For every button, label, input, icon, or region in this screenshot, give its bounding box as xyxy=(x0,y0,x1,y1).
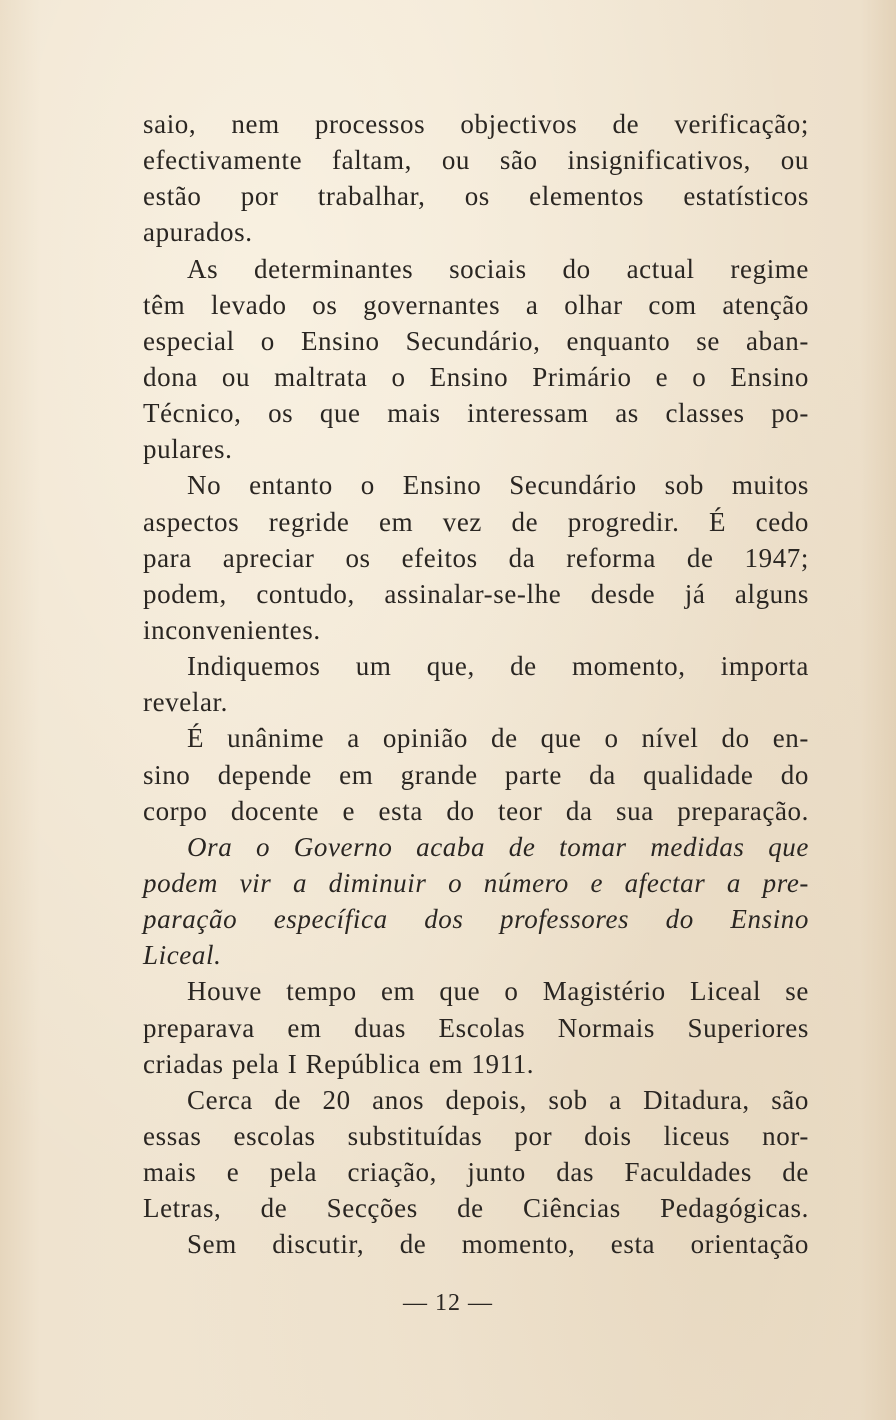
text-line: corpo docente e esta do teor da sua preparação. xyxy=(143,795,809,826)
text-line: paração específica dos professores do Ensino xyxy=(143,904,809,935)
text-line: As determinantes sociais do actual regime xyxy=(187,253,809,284)
body-text xyxy=(143,106,809,1263)
text-line: Houve tempo em que o Magistério Liceal se xyxy=(187,976,809,1007)
text-line: Cerca de 20 anos depois, sob a Ditadura, são xyxy=(187,1084,809,1115)
text-line: para apreciar os efeitos da reforma de 1947; xyxy=(143,542,809,573)
text-line: sino depende em grande parte da qualidade do xyxy=(143,759,809,790)
text-line: Sem discutir, de momento, esta orientação xyxy=(187,1229,809,1260)
text-line: podem, contudo, assinalar-se-lhe desde já alguns xyxy=(143,578,809,609)
text-line: pulares. xyxy=(143,434,233,465)
text-line: revelar. xyxy=(143,687,228,718)
text-line: têm levado os governantes a olhar com atenção xyxy=(143,289,809,320)
text-line: inconvenientes. xyxy=(143,614,321,645)
text-line: Indiquemos um que, de momento, importa xyxy=(187,651,809,682)
text-line: Liceal. xyxy=(143,940,222,971)
text-line: criadas pela I República em 1911. xyxy=(143,1048,535,1079)
text-line: Ora o Governo acaba de tomar medidas que xyxy=(187,831,809,862)
text-line: saio, nem processos objectivos de verificação; xyxy=(143,109,809,139)
text-line: podem vir a diminuir o número e afectar a pre- xyxy=(143,867,809,898)
text-line: dona ou maltrata o Ensino Primário e o Ensino xyxy=(143,361,809,392)
text-line: Letras, de Secções de Ciências Pedagógicas. xyxy=(143,1193,809,1224)
text-line: essas escolas substituídas por dois liceus nor- xyxy=(143,1120,809,1151)
text-line: mais e pela criação, junto das Faculdades de xyxy=(143,1157,809,1188)
text-line: apurados. xyxy=(143,217,253,248)
text-line: aspectos regride em vez de progredir. É cedo xyxy=(143,506,809,537)
text-line: especial o Ensino Secundário, enquanto se aban- xyxy=(143,325,809,356)
text-line: estão por trabalhar, os elementos estatísticos xyxy=(143,181,809,212)
text-line: Técnico, os que mais interessam as classes po- xyxy=(143,398,809,429)
text-line: preparava em duas Escolas Normais Superiores xyxy=(143,1012,809,1043)
text-line: efectivamente faltam, ou são insignificativos, ou xyxy=(143,145,809,176)
text-line: É unânime a opinião de que o nível do en- xyxy=(187,723,809,754)
page-number: — 12 — xyxy=(403,1290,493,1316)
text-line: No entanto o Ensino Secundário sob muitos xyxy=(187,470,809,501)
